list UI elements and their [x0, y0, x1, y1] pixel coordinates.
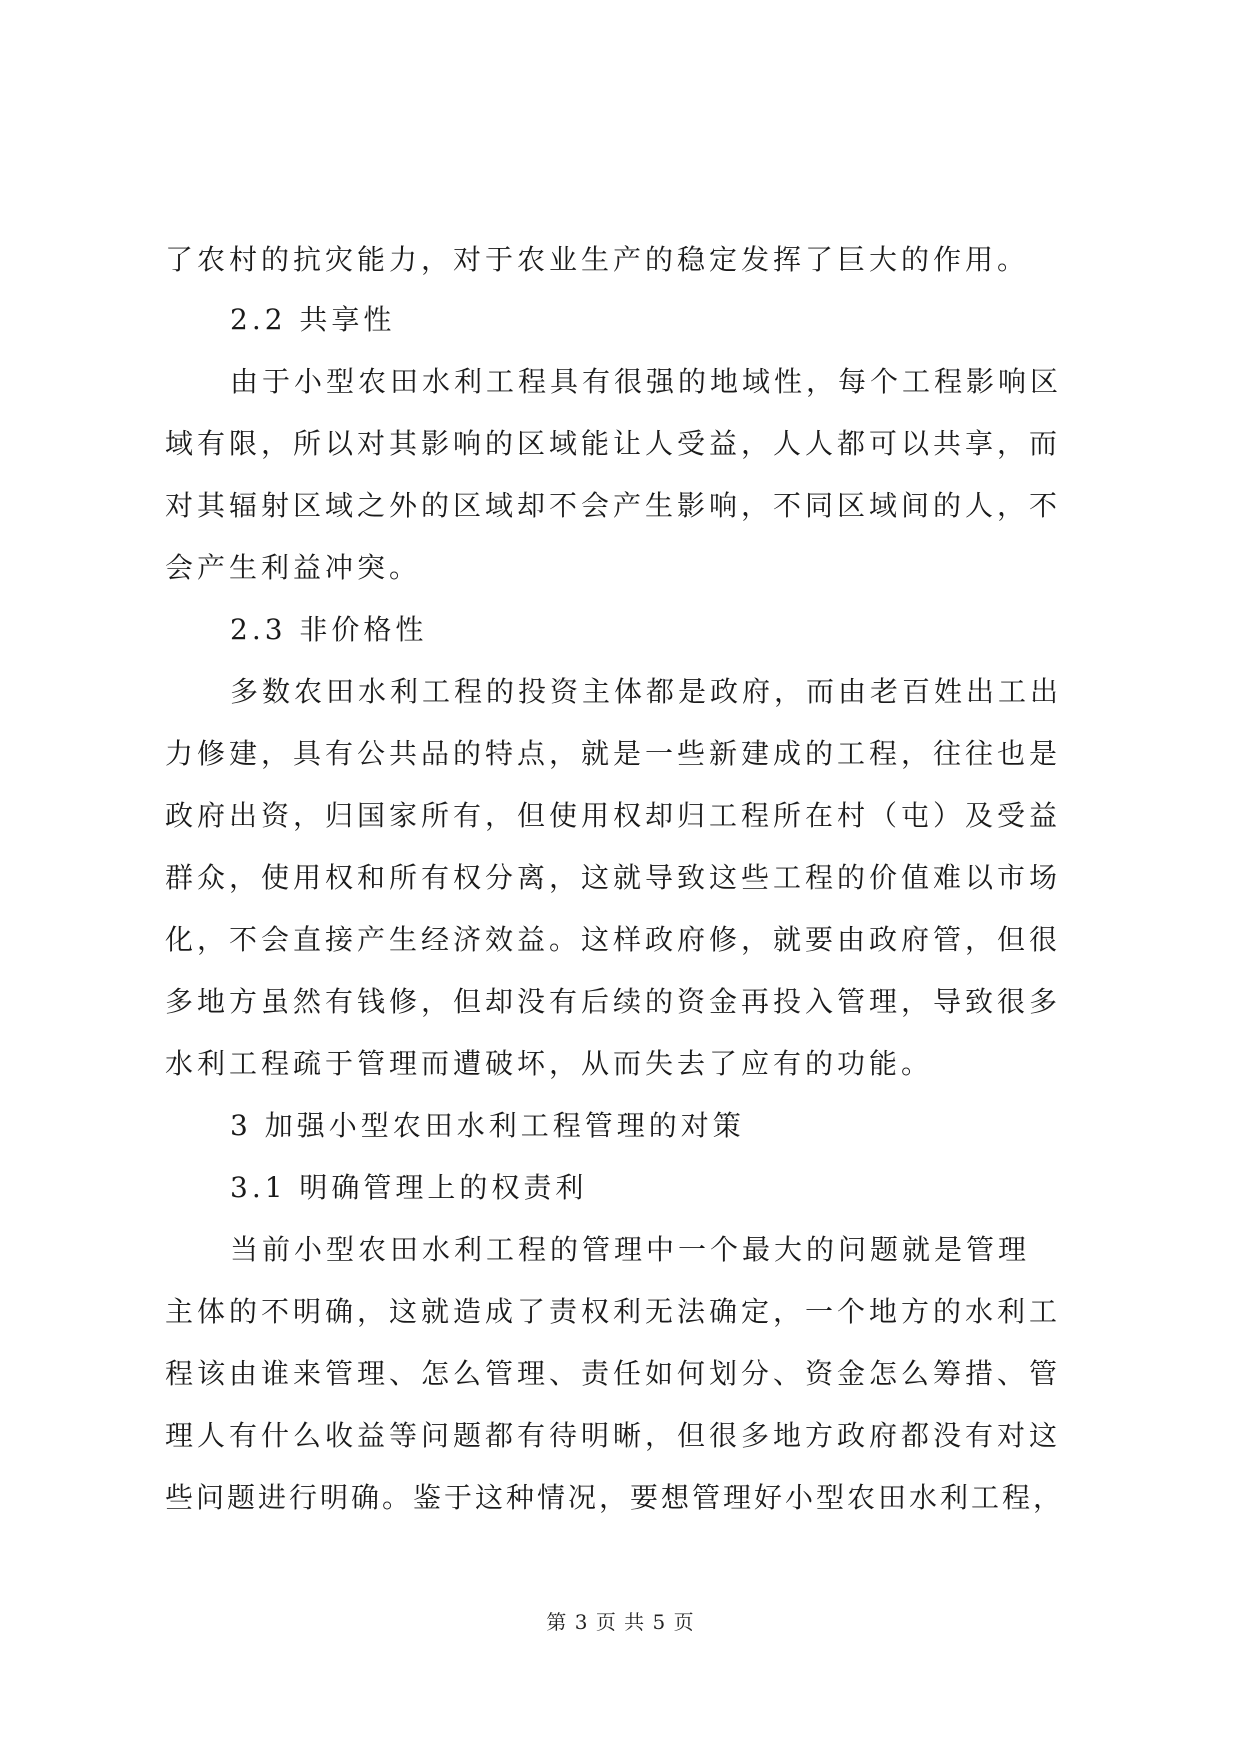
body-text-line: 水利工程疏于管理而遭破坏，从而失去了应有的功能。: [165, 1047, 934, 1080]
body-text-line: 当前小型农田水利工程的管理中一个最大的问题就是管理: [230, 1233, 1031, 1266]
body-text-line: 由于小型农田水利工程具有很强的地域性，每个工程影响区: [230, 365, 1063, 398]
section-heading: 3.1 明确管理上的权责利: [230, 1171, 588, 1204]
body-text-line: 理人有什么收益等问题都有待明晰，但很多地方政府都没有对这: [165, 1419, 1062, 1452]
section-heading: 2.3 非价格性: [230, 613, 428, 646]
body-text-line: 政府出资，归国家所有，但使用权却归工程所在村（屯）及受益: [165, 799, 1062, 832]
body-text-line: 会产生利益冲突。: [165, 551, 422, 584]
section-heading: 3 加强小型农田水利工程管理的对策: [230, 1109, 745, 1142]
body-text-line: 群众，使用权和所有权分离，这就导致这些工程的价值难以市场: [165, 861, 1062, 894]
body-text-line: 些问题进行明确。鉴于这种情况，要想管理好小型农田水利工程，: [165, 1481, 1065, 1514]
body-text-line: 程该由谁来管理、怎么管理、责任如何划分、资金怎么筹措、管: [165, 1357, 1062, 1390]
body-text-line: 主体的不明确，这就造成了责权利无法确定，一个地方的水利工: [165, 1295, 1062, 1328]
body-text-line: 多数农田水利工程的投资主体都是政府，而由老百姓出工出: [230, 675, 1063, 708]
body-text-line: 力修建，具有公共品的特点，就是一些新建成的工程，往往也是: [165, 737, 1062, 770]
body-text-line: 化，不会直接产生经济效益。这样政府修，就要由政府管，但很: [165, 923, 1062, 956]
body-text-line: 域有限，所以对其影响的区域能让人受益，人人都可以共享，而: [165, 427, 1062, 460]
body-text-line: 对其辐射区域之外的区域却不会产生影响，不同区域间的人，不: [165, 489, 1062, 522]
section-heading: 2.2 共享性: [230, 303, 396, 336]
body-text-line: 了农村的抗灾能力，对于农业生产的稳定发挥了巨大的作用。: [165, 243, 1030, 276]
page-footer: 第 3 页 共 5 页: [546, 1610, 695, 1634]
body-text-line: 多地方虽然有钱修，但却没有后续的资金再投入管理，导致很多: [165, 985, 1062, 1018]
